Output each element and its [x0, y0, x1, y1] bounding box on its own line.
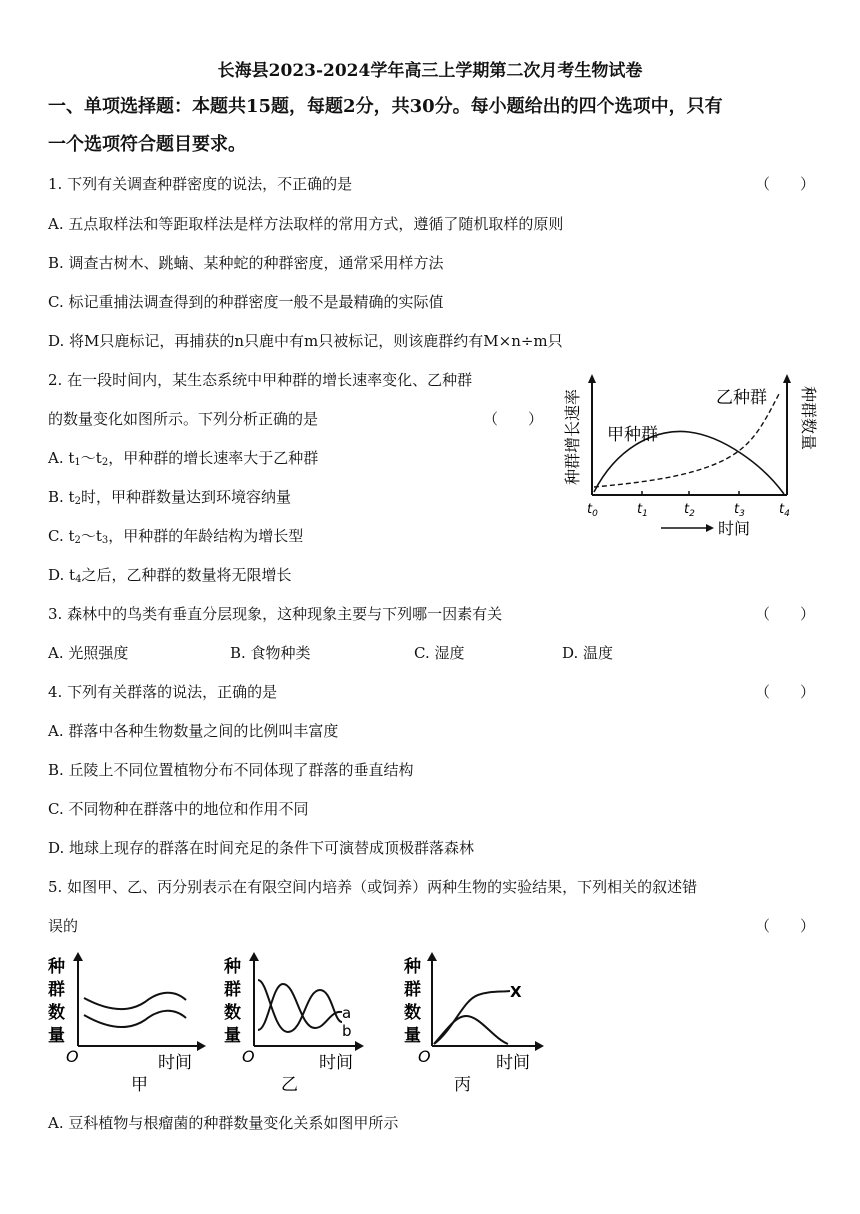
q2-b-pre: B. t	[48, 488, 75, 506]
q2-c-mid: ～t	[80, 527, 102, 545]
q2-a-post: ，甲种群的增长速率大于乙种群	[108, 449, 319, 467]
q5-jia-origin: O	[66, 1047, 79, 1066]
q5-yi-caption: 乙	[281, 1075, 298, 1095]
q5-yi-y-char: 种	[224, 957, 241, 977]
q2-a-sub2: 2	[101, 457, 109, 468]
q5-bing-y-char: 量	[404, 1026, 421, 1046]
q5-figure-yi	[218, 950, 388, 1098]
q1-stem: 1. 下列有关调查种群密度的说法，不正确的是	[48, 175, 353, 193]
q2-y-left-label: 种群增长速率	[563, 388, 582, 486]
q5-jia-y-char: 种	[48, 957, 65, 977]
q5-option-a: A. 豆科植物与根瘤菌的种群数量变化关系如图甲所示	[48, 1114, 399, 1132]
q1-option-a: A. 五点取样法和等距取样法是样方法取样的常用方式，遵循了随机取样的原则	[48, 215, 564, 233]
q2-stem-line2: 的数量变化如图所示。下列分析正确的是	[48, 410, 319, 428]
q5-bing-y-label	[403, 957, 421, 1046]
q5-bing-x-arrow	[535, 1041, 544, 1051]
q2-a-pre: A. t	[48, 449, 75, 467]
q2-figure	[558, 370, 820, 540]
q4-option-d: D. 地球上现存的群落在时间充足的条件下可演替成顶极群落森林	[48, 839, 475, 857]
q5-yi-origin: O	[242, 1047, 255, 1066]
q5-bing-origin: O	[418, 1047, 431, 1066]
q5-bing-curve-other	[434, 1016, 508, 1044]
q2-y-right-label: 种群数量	[799, 385, 818, 451]
q5-jia-y-char: 群	[48, 980, 65, 1000]
q5-stem-line1: 5. 如图甲、乙、丙分别表示在有限空间内培养（或饲养）两种生物的实验结果，下列相关的叙述错	[48, 878, 698, 896]
q3-answer-paren: （ ）	[755, 605, 816, 623]
q5-bing-y-char: 种	[404, 957, 421, 977]
q1-option-c: C. 标记重捕法调查得到的种群密度一般不是最精确的实际值	[48, 293, 444, 311]
q2-d-pre: D. t	[48, 566, 76, 584]
q2-d-post: 之后，乙种群的数量将无限增长	[81, 566, 292, 584]
q2-left-arrow	[588, 374, 596, 383]
q4-answer-paren: （ ）	[755, 683, 816, 701]
q2-tick-label: $t_1$	[637, 502, 648, 519]
q5-jia-x-arrow	[197, 1041, 206, 1051]
q5-bing-y-char: 群	[404, 980, 421, 1000]
q3-option-c: C. 湿度	[414, 644, 465, 662]
q2-time-arrow-head	[706, 524, 714, 532]
page-title: 长海县2023-2024学年高三上学期第二次月考生物试卷	[217, 61, 643, 81]
q2-tick-label: $t_4$	[779, 502, 790, 519]
q5-yi-curve-b	[258, 984, 342, 1030]
q5-bing-label-x: X	[510, 983, 522, 1001]
q2-c-post: ，甲种群的年龄结构为增长型	[108, 527, 304, 545]
q5-jia-x-label: 时间	[158, 1053, 192, 1073]
q4-option-c: C. 不同物种在群落中的地位和作用不同	[48, 800, 309, 818]
q2-option-a	[48, 447, 318, 468]
q2-d-sub1: 4	[75, 574, 82, 585]
q5-stem-line2: 误的	[48, 917, 79, 935]
q5-figure-jia	[40, 950, 210, 1098]
q2-option-d	[48, 564, 291, 585]
section-heading-line1: 一、单项选择题：本题共15题，每题2分，共30分。每小题给出的四个选项中，只有	[48, 96, 723, 117]
q2-tick-label: $t_0$	[587, 502, 598, 519]
q5-yi-x-arrow	[355, 1041, 364, 1051]
q1-answer-paren: （ ）	[755, 175, 816, 193]
q2-stem-line1: 2. 在一段时间内，某生态系统中甲种群的增长速率变化、乙种群	[48, 371, 473, 389]
q2-tick-labels	[587, 502, 790, 519]
q2-a-sub1: 1	[74, 457, 81, 468]
q5-jia-y-arrow	[73, 952, 83, 961]
q3-options	[48, 642, 613, 663]
q2-c-sub1: 2	[74, 535, 81, 546]
q2-c-sub2: 3	[101, 535, 109, 546]
q2-x-label: 时间	[718, 519, 751, 538]
q5-yi-y-char: 量	[224, 1026, 241, 1046]
q5-yi-label-b: b	[342, 1022, 352, 1040]
q2-b-post: 时，甲种群数量达到环境容纳量	[80, 488, 291, 506]
q4-option-a: A. 群落中各种生物数量之间的比例叫丰富度	[48, 722, 339, 740]
q3-option-a: A. 光照强度	[48, 644, 129, 662]
q5-bing-caption: 丙	[454, 1075, 471, 1095]
q2-c-pre: C. t	[48, 527, 75, 545]
q3-option-d: D. 温度	[562, 644, 614, 662]
q4-option-b: B. 丘陵上不同位置植物分布不同体现了群落的垂直结构	[48, 761, 414, 779]
section-heading	[48, 88, 818, 164]
q5-yi-label-a: a	[342, 1004, 352, 1022]
q3-option-b: B. 食物种类	[230, 644, 311, 662]
q5-yi-y-char: 数	[224, 1003, 241, 1023]
q4-stem: 4. 下列有关群落的说法，正确的是	[48, 683, 278, 701]
q5-jia-y-char: 数	[48, 1003, 65, 1023]
q1-option-b: B. 调查古树木、跳蝻、某种蛇的种群密度，通常采用样方法	[48, 254, 444, 272]
q5-jia-curve-upper	[84, 993, 186, 1009]
q2-option-c	[48, 525, 303, 546]
q5-jia-y-char: 量	[48, 1026, 65, 1046]
q2-tick-label: $t_2$	[684, 502, 695, 519]
q2-label-yi: 乙种群	[716, 388, 767, 408]
q2-b-sub1: 2	[74, 496, 81, 507]
q5-yi-y-char: 群	[224, 980, 241, 1000]
q2-right-arrow	[783, 374, 791, 383]
q3-stem: 3. 森林中的鸟类有垂直分层现象，这种现象主要与下列哪一因素有关	[48, 605, 503, 623]
q5-jia-curve-lower	[84, 1011, 186, 1027]
q5-yi-y-label	[223, 957, 241, 1046]
q2-a-mid: ～t	[80, 449, 102, 467]
q5-yi-y-arrow	[249, 952, 259, 961]
q1-option-d: D. 将M只鹿标记，再捕获的n只鹿中有m只被标记，则该鹿群约有M×n÷m只	[48, 332, 563, 350]
q5-bing-y-arrow	[427, 952, 437, 961]
q5-bing-x-label: 时间	[496, 1053, 530, 1073]
q5-jia-caption: 甲	[131, 1075, 148, 1095]
q5-answer-paren: （ ）	[755, 917, 816, 935]
q2-tick-label: $t_3$	[734, 502, 745, 519]
q2-option-b	[48, 486, 291, 507]
section-heading-line2: 一个选项符合题目要求。	[48, 134, 246, 155]
q5-figure-bing	[398, 950, 558, 1098]
q5-jia-y-label	[47, 957, 65, 1046]
q2-answer-paren: （ ）	[483, 410, 544, 428]
q5-yi-x-label: 时间	[319, 1053, 353, 1073]
q2-label-jia: 甲种群	[607, 425, 658, 445]
q5-bing-y-char: 数	[404, 1003, 421, 1023]
